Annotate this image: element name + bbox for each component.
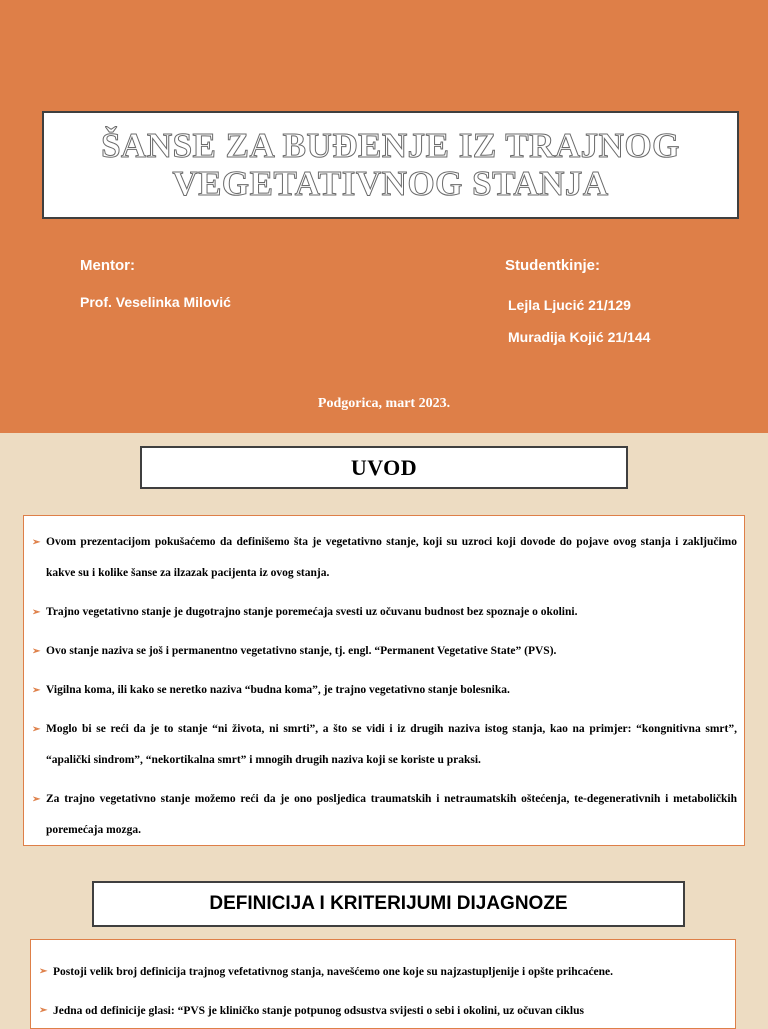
list-item: ➢ Jedna od definicije glasi: “PVS je kliničko stanje potpunog odsustva svijesti o sebi i okolini, uz očuvan ciklus bbox=[38, 994, 728, 1028]
student-1: Lejla Ljucić 21/129 bbox=[508, 297, 631, 313]
definicija-text-box bbox=[30, 939, 736, 1029]
arrow-bullet-icon: ➢ bbox=[32, 724, 41, 735]
title-slide bbox=[0, 0, 768, 433]
title-line-2: VEGETATIVNOG STANJA bbox=[172, 164, 609, 203]
list-item: ➢ Za trajno vegetativno stanje možemo reći da je ono posljedica traumatskih i netraumatskih oštećenja, te-degenerativnih i metaboličkih poremećaja mozga. bbox=[31, 784, 737, 846]
arrow-bullet-icon: ➢ bbox=[32, 685, 41, 696]
arrow-bullet-icon: ➢ bbox=[39, 1005, 48, 1016]
uvod-text-box bbox=[23, 515, 745, 846]
list-item: ➢ Moglo bi se reći da je to stanje “ni života, ni smrti”, a što se vidi i iz drugih naziva istog stanja, kao na primjer: “kongnitivna smrt”, “apalički sindrom”, “nekortikalna smrt” i mnogih drugih naziva koji se koriste u praksi. bbox=[31, 714, 737, 776]
uvod-heading-box bbox=[140, 446, 628, 489]
list-item: ➢ Trajno vegetativno stanje je dugotrajno stanje poremećaja svesti uz očuvanu budnost bez spoznaje o okolini. bbox=[31, 597, 737, 628]
arrow-bullet-icon: ➢ bbox=[32, 794, 41, 805]
list-item: ➢ Ovo stanje naziva se još i permanentno vegetativno stanje, tj. engl. “Permanent Vegetative State” (PVS). bbox=[31, 636, 737, 667]
arrow-bullet-icon: ➢ bbox=[32, 646, 41, 657]
list-item: ➢ Vigilna koma, ili kako se neretko naziva “budna koma”, je trajno vegetativno stanje bolesnika. bbox=[31, 675, 737, 706]
uvod-heading: UVOD bbox=[350, 454, 418, 480]
arrow-bullet-icon: ➢ bbox=[39, 966, 48, 977]
list-item: ➢ Ovom prezentacijom pokušaćemo da definišemo šta je vegetativno stanje, koji su uzroci koji dovode do pojave ovog stanja i zaključimo kakve su i kolike šanse za ilzazak pacijenta iz ovog stanja. bbox=[31, 527, 737, 589]
place-date: Podgorica, mart 2023. bbox=[317, 396, 451, 411]
mentor-name: Prof. Veselinka Milović bbox=[80, 294, 231, 310]
arrow-bullet-icon: ➢ bbox=[32, 537, 41, 548]
definicija-heading: DEFINICIJA I KRITERIJUMI DIJAGNOZE bbox=[209, 893, 568, 914]
arrow-bullet-icon: ➢ bbox=[32, 607, 41, 618]
students-label: Studentkinje: bbox=[505, 257, 601, 274]
definicija-heading-box bbox=[92, 881, 685, 927]
mentor-label: Mentor: bbox=[80, 257, 135, 274]
list-item: ➢ Postoji velik broj definicija trajnog vefetativnog stanja, navešćemo one koje su najzastupljenije i opšte prihcaćene. bbox=[38, 955, 728, 989]
title-line-1: ŠANSE ZA BUĐENJE IZ TRAJNOG bbox=[101, 126, 680, 165]
title-box bbox=[42, 111, 739, 219]
presentation-title bbox=[101, 127, 680, 203]
student-2: Muradija Kojić 21/144 bbox=[508, 329, 651, 345]
